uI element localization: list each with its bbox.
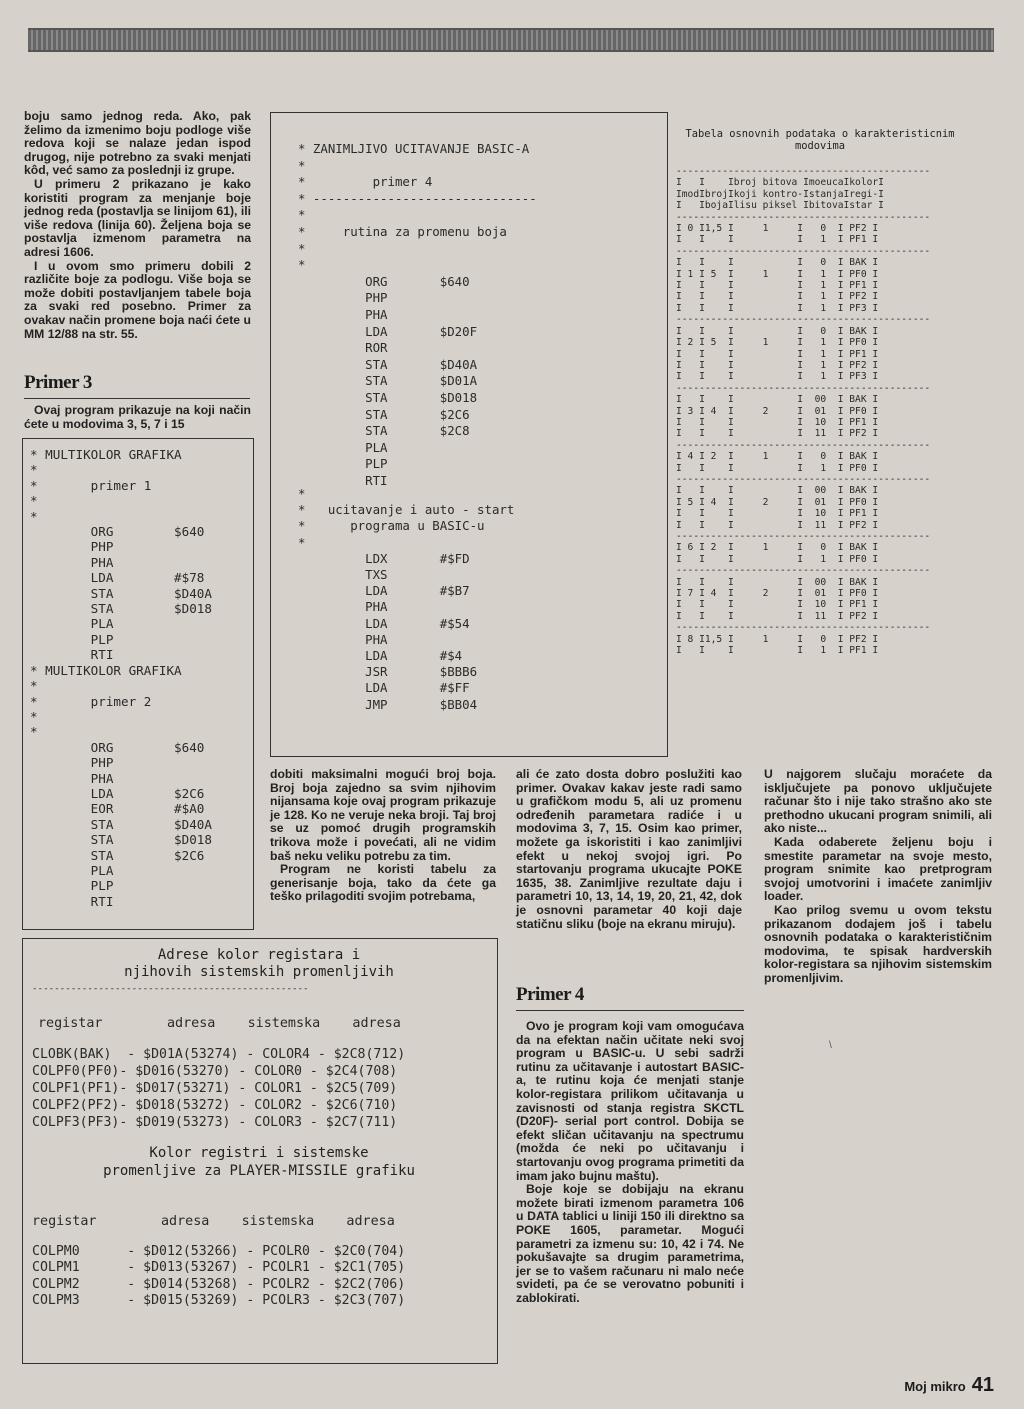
table-row: COLPM1 - $D013(53267) - PCOLR1 - $2C1(705)	[32, 1260, 406, 1276]
table-row: COLPM2 - $D014(53268) - PCOLR2 - $2C2(706)	[32, 1276, 406, 1292]
code-line: *	[298, 486, 306, 501]
program-2-autostart-listing	[298, 486, 514, 713]
code-line: * primer 4	[298, 174, 433, 190]
code-line: LDA #$B7	[298, 583, 470, 599]
code-line: * MULTIKOLOR GRAFIKA	[30, 662, 182, 678]
table-row: I I I I 1 I PF1 I	[676, 280, 879, 292]
table-row: --------------------------------------------	[676, 314, 931, 326]
table-row: --------------------------------------------	[676, 622, 931, 634]
heading-rule	[516, 1010, 744, 1011]
code-line: LDA $2C6	[30, 785, 205, 801]
table-row: --------------------------------------------	[676, 473, 931, 485]
code-line: STA $2C8	[298, 423, 470, 439]
code-line: PLA	[30, 862, 114, 878]
code-line: PLP	[30, 631, 114, 647]
table-row: I 2 I 5 I 1 I 1 I PF0 I	[676, 337, 879, 349]
code-line: RTI	[298, 472, 388, 488]
table-row: I I I I 11 I PF2 I	[676, 428, 879, 440]
heading-rule	[24, 398, 250, 399]
program-2-listing	[298, 141, 537, 489]
table-row: I I I I 11 I PF2 I	[676, 610, 879, 622]
table-row: I I I I 1 I PF2 I	[676, 291, 879, 303]
column-2-text	[270, 768, 496, 904]
code-line: STA $D018	[30, 832, 212, 848]
code-line: *	[30, 678, 38, 694]
paragraph: Boje koje se dobijaju na ekranu možete birati izmenom parametra 106 u DATA tablici u liniji 150 ili direktno sa POKE 1605, parametar. Mogući parametri za izmenu su: 10, 42 i 74. Ne pokušavajte sa drugim parametrima, jer se to vašem računaru ni malo neće svideti, pa će se verovatno pobuniti i zablokirati.	[516, 1182, 744, 1305]
table-row: I 4 I 2 I 1 I 0 I BAK I	[676, 451, 879, 463]
primer-4-heading: Primer 4	[516, 984, 584, 1005]
code-line: * ucitavanje i auto - start	[298, 502, 515, 518]
program-1-listing	[30, 447, 212, 909]
table-row: --------------------------------------------	[676, 382, 931, 394]
code-line: * MULTIKOLOR GRAFIKA	[30, 447, 182, 462]
primer-3-heading: Primer 3	[24, 372, 92, 393]
table-row: I I I I 00 I BAK I	[676, 394, 879, 406]
paragraph: U primeru 2 prikazano je kako koristiti program za menjanje boje jednog reda (postavlja se linijom 61), ili više redova (linija 60). Željena boja se postavlja izmenom parametra na adresi 1606.	[24, 176, 251, 259]
address-table-separator: --------------------------------------------------	[32, 983, 309, 994]
table-row: I 7 I 4 I 2 I 01 I PF0 I	[676, 588, 879, 600]
code-line: *	[30, 493, 38, 509]
code-line: ORG $640	[30, 739, 205, 755]
code-line: PHA	[30, 554, 114, 570]
table-row: I I I I 1 I PF0 I	[676, 462, 879, 474]
code-line: TXS	[298, 567, 388, 583]
table-row: COLPF0(PF0)- $D016(53270) - COLOR0 - $2C4(708)	[32, 1064, 398, 1079]
address-table-header: registar adresa sistemska adresa	[38, 1016, 401, 1031]
code-line: PHA	[298, 306, 388, 322]
table-row: I I I I 1 I PF2 I	[676, 359, 879, 371]
code-line: LDA #$FF	[298, 680, 470, 696]
column-1-text	[24, 110, 251, 341]
table-row: COLPF1(PF1)- $D017(53271) - COLOR1 - $2C5(709)	[32, 1081, 398, 1096]
code-line: ROR	[298, 340, 388, 356]
code-line: * ZANIMLJIVO UCITAVANJE BASIC-A	[298, 141, 530, 156]
table-row: I 3 I 4 I 2 I 01 I PF0 I	[676, 405, 879, 417]
code-line: *	[30, 708, 38, 724]
code-line: PLA	[30, 616, 114, 632]
code-line: PLA	[298, 439, 388, 455]
address-table-title-2: njihovih sistemskih promenljivih	[124, 964, 394, 980]
code-line: *	[298, 534, 306, 550]
table-row: I I I I 1 I PF1 I	[676, 234, 879, 246]
code-line: STA $D01A	[298, 373, 478, 389]
code-line: STA $D40A	[30, 816, 212, 832]
table-row: --------------------------------------------	[676, 439, 931, 451]
paragraph: Kao prilog svemu u ovom tekstu prikazanom dodajem još i tabelu osnovnih podataka o karakterističnim modovima, te spisak hardverskih kolor-registara sa njihovim sistemskim promenljivim.	[764, 902, 992, 985]
table-row: I 5 I 4 I 2 I 01 I PF0 I	[676, 496, 879, 508]
code-line: PHA	[298, 631, 388, 647]
paragraph: dobiti maksimalni mogući broj boja. Broj boja zajedno sa svim njihovim nijansama koje ovaj program prikazuje je 128. Ko ne veruje neka broji. Taj broj se uz pomoć drugih programskih trikova može i povećati, ali ne vidim baš neku veliku potrebu za tim.	[270, 767, 496, 863]
table-row: I I I I 1 I PF0 I	[676, 553, 879, 565]
code-line: * programa u BASIC-u	[298, 518, 485, 534]
code-line: STA $D40A	[30, 585, 212, 601]
code-line: PLP	[298, 456, 388, 472]
code-line: LDA $D20F	[298, 323, 478, 339]
table-row: I 8 I1,5 I 1 I 0 I PF2 I	[676, 633, 879, 645]
table-row: CLOBK(BAK) - $D01A(53274) - COLOR4 - $2C8(712)	[32, 1047, 406, 1062]
pm-table-header: registar adresa sistemska adresa	[32, 1214, 395, 1229]
top-decorative-band	[28, 28, 994, 52]
paragraph: Program ne koristi tabelu za generisanje boja, tako da ćete ga teško prilagoditi svojim potrebama,	[270, 862, 496, 904]
table-row: --------------------------------------------	[676, 531, 931, 542]
code-line: *	[298, 257, 306, 273]
code-line: PHP	[298, 290, 388, 306]
primer-4-text	[516, 1020, 744, 1305]
code-line: PHA	[298, 599, 388, 615]
mode-table-title: Tabela osnovnih podataka o karakteristicnim modovima	[685, 128, 955, 152]
code-line: ORG $640	[298, 273, 470, 289]
code-line: STA $D40A	[298, 356, 478, 372]
page-number: 41	[971, 1374, 994, 1396]
table-row: I 0 I1,5 I 1 I 0 I PF2 I	[676, 223, 879, 235]
table-row: ImodIbrojIkoji kontro-IstanjaIregi-I	[676, 188, 884, 200]
table-row: COLPF3(PF3)- $D019(53273) - COLOR3 - $2C7(711)	[32, 1115, 398, 1130]
paragraph: Ovaj program prikazuje na koji način ćete u modovima 3, 5, 7 i 15	[24, 403, 251, 431]
table-row: I I I I 0 I BAK I	[676, 325, 879, 337]
code-line: ORG $640	[30, 524, 205, 540]
code-line: *	[298, 207, 306, 223]
table-row: I 6 I 2 I 1 I 0 I BAK I	[676, 542, 879, 554]
pm-table-title-1: Kolor registri i sistemske	[149, 1145, 369, 1161]
code-line: STA $2C6	[30, 847, 205, 863]
table-row: I I I I 10 I PF1 I	[676, 416, 879, 428]
table-row: I I Ibroj bitova ImoeucaIkolorI	[676, 177, 884, 189]
code-line: LDA #$78	[30, 570, 205, 586]
code-line: JMP $BB04	[298, 696, 478, 712]
table-row: --------------------------------------------	[676, 565, 931, 577]
code-line: * ------------------------------	[298, 190, 537, 206]
table-row: COLPM0 - $D012(53266) - PCOLR0 - $2C0(704)	[32, 1244, 406, 1259]
table-row: I I I I 1 I PF3 I	[676, 302, 879, 314]
paragraph: Ovo je program koji vam omogućava da na efektan način učitate neki svoj program u BASIC-u. U sebi sadrži rutinu za učitavanje i autostart BASIC-a, te rutinu koja će menjati stanje kolor-registara prilikom učitavanja u zavisnosti od stanja registra SKCTL (D20F)- serial port control. Dobija se efekt sličan učitavanju na spectrumu (možda će neki po učitavanju i startovanju ovog programa primetiti da imam jako bujnu maštu).	[516, 1019, 744, 1183]
code-line: LDX #$FD	[298, 550, 470, 566]
mode-table-body	[676, 166, 964, 656]
table-row: I I I I 11 I PF2 I	[676, 519, 879, 531]
stray-mark: \	[829, 1040, 832, 1051]
table-row: I I I I 1 I PF1 I	[676, 645, 879, 657]
code-line: STA $D018	[298, 389, 478, 405]
table-row: I 1 I 5 I 1 I 1 I PF0 I	[676, 268, 879, 280]
table-row: --------------------------------------------	[676, 211, 931, 223]
code-line: *	[298, 240, 306, 256]
table-row: --------------------------------------------	[676, 166, 931, 177]
code-line: PHP	[30, 539, 114, 555]
code-line: * primer 2	[30, 693, 152, 709]
paragraph: boju samo jednog reda. Ako, pak želimo da izmenimo boju podloge više redova koji se nalaze jedan ispod drugog, nije potrebno za svaki menjati kôd, već samo za poslednji iz grupe.	[24, 109, 251, 178]
magazine-name: Moj mikro	[904, 1379, 966, 1394]
paragraph: Kada odaberete željenu boju i smestite parametar na svoje mesto, program snimite kao pretprogram svojoj umotvorini i imaćete zanimljiv loader.	[764, 834, 992, 904]
code-line: PLP	[30, 878, 114, 894]
table-row: COLPM3 - $D015(53269) - PCOLR3 - $2C3(707)	[32, 1293, 406, 1309]
code-line: EOR #$A0	[30, 801, 205, 817]
pm-table-title-2: promenljive za PLAYER-MISSILE grafiku	[103, 1163, 415, 1179]
table-row: COLPF2(PF2)- $D018(53272) - COLOR2 - $2C6(710)	[32, 1098, 398, 1113]
mode-table	[676, 128, 964, 656]
table-row: I I I I 00 I BAK I	[676, 485, 879, 497]
column-3-text	[516, 768, 742, 931]
code-line: STA $D018	[30, 601, 212, 617]
code-line: LDA #$54	[298, 615, 470, 631]
code-line: *	[30, 508, 38, 524]
code-line: PHA	[30, 770, 114, 786]
pm-table-rows	[32, 1244, 405, 1310]
code-line: PHP	[30, 755, 114, 771]
table-row: --------------------------------------------	[676, 245, 931, 257]
code-line: * primer 1	[30, 477, 152, 493]
table-row: I I I I 1 I PF1 I	[676, 348, 879, 360]
code-line: STA $2C6	[298, 406, 470, 422]
code-line: *	[30, 724, 38, 740]
table-row: I IbojaIlisu piksel IbitovaIstar I	[676, 200, 884, 212]
table-row: I I I I 10 I PF1 I	[676, 508, 879, 520]
code-line: LDA #$4	[298, 648, 463, 664]
table-row: I I I I 0 I BAK I	[676, 257, 879, 269]
paragraph: ali će zato dosta dobro poslužiti kao primer. Ovakav kakav jeste radi samo u grafičkom modu 5, ali uz promenu određenih parametara radiće i u modovima 3, 7, 15. Osim kao primer, možete ga iskoristiti i kao zanimljivi efekt u nekoj svojoj igri. Po startovanju programa ukucajte POKE 1635, 38. Zanimljive rezultate daju i parametri 10, 13, 14, 19, 20, 21, 42, dok je osnovni parametar 40 koji daje statičnu sliku (boje na ekranu miruju).	[516, 767, 742, 931]
primer-3-intro	[24, 404, 251, 431]
page-footer	[904, 1374, 994, 1397]
paragraph: I u ovom smo primeru dobili 2 različite boje za podlogu. Više boja se može dobiti postavljanjem tabele boja za svaki red posebno. Primer za ovakav način promene boja naći ćete u MM 12/88 na str. 55.	[24, 258, 251, 341]
code-line: *	[298, 157, 306, 173]
paragraph: U najgorem slučaju moraćete da isključujete pa ponovo uključujete računar što i nije tako strašno ako ste prethodno ukucani program snimili, ali ako niste...	[764, 767, 992, 836]
address-table-rows	[32, 1046, 405, 1131]
code-line: * rutina za promenu boja	[298, 223, 507, 239]
table-row: I I I I 1 I PF3 I	[676, 371, 879, 383]
table-row: I I I I 10 I PF1 I	[676, 599, 879, 611]
table-row: I I I I 00 I BAK I	[676, 576, 879, 588]
code-line: JSR $BBB6	[298, 664, 478, 680]
code-line: RTI	[30, 893, 114, 909]
column-4-text	[764, 768, 992, 986]
address-table-title-1: Adrese kolor registara i	[157, 947, 361, 963]
code-line: RTI	[30, 647, 114, 663]
code-line: *	[30, 462, 38, 478]
